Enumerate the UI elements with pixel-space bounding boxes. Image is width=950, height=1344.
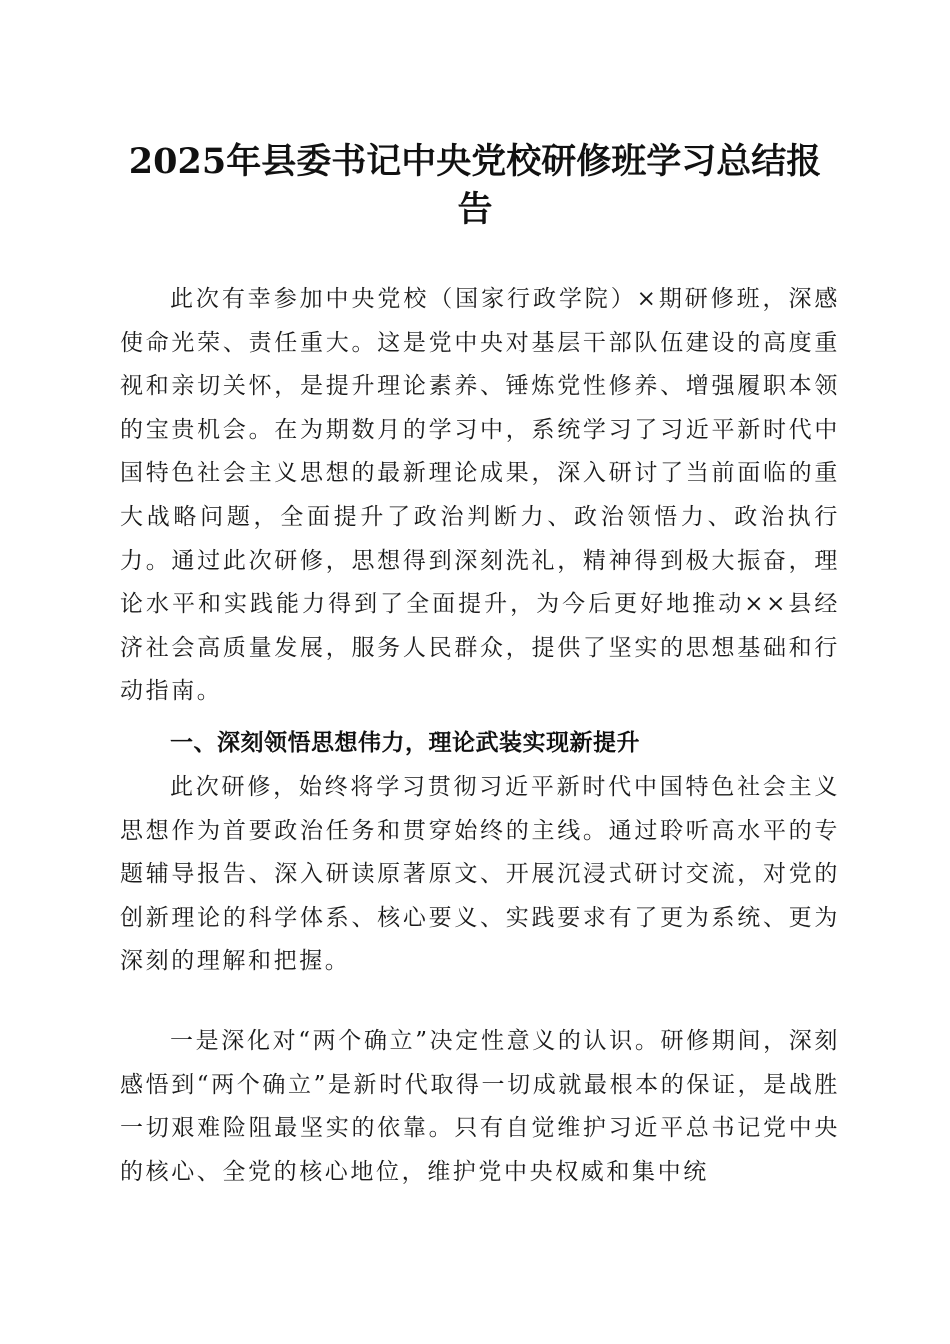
document-title: 2025年县委书记中央党校研修班学习总结报告 bbox=[128, 141, 822, 230]
section-paragraph-2: 一是深化对“两个确立”决定性意义的认识。研修期间，深刻感悟到“两个确立”是新时代取得一切成就最根本的保证，是战胜一切艰难险阻最坚实的依靠。只有自觉维护习近平总书记党中央的核心、全党的核心地位，维护党中央权威和集中统 bbox=[120, 1028, 840, 1185]
section-paragraph-1: 此次研修，始终将学习贯彻习近平新时代中国特色社会主义思想作为首要政治任务和贯穿始终的主线。通过聆听高水平的专题辅导报告、深入研读原著原文、开展沉浸式研讨交流，对党的创新理论的科学体系、核心要义、实践要求有了更为系统、更为深刻的理解和把握。 bbox=[120, 774, 840, 975]
section-heading-1: 一、深刻领悟思想伟力，理论武装实现新提升 bbox=[170, 730, 640, 756]
intro-paragraph: 此次有幸参加中央党校（国家行政学院）×期研修班，深感使命光荣、责任重大。这是党中央对基层干部队伍建设的高度重视和亲切关怀，是提升理论素养、锤炼党性修养、增强履职本领的宝贵机会。在为期数月的学习中，系统学习了习近平新时代中国特色社会主义思想的最新理论成果，深入研讨了当前面临的重大战略问题，全面提升了政治判断力、政治领悟力、政治执行力。通过此次研修，思想得到深刻洗礼，精神得到极大振奋，理论水平和实践能力得到了全面提升，为今后更好地推动××县经济社会高质量发展，服务人民群众，提供了坚实的思想基础和行动指南。 bbox=[120, 286, 840, 705]
